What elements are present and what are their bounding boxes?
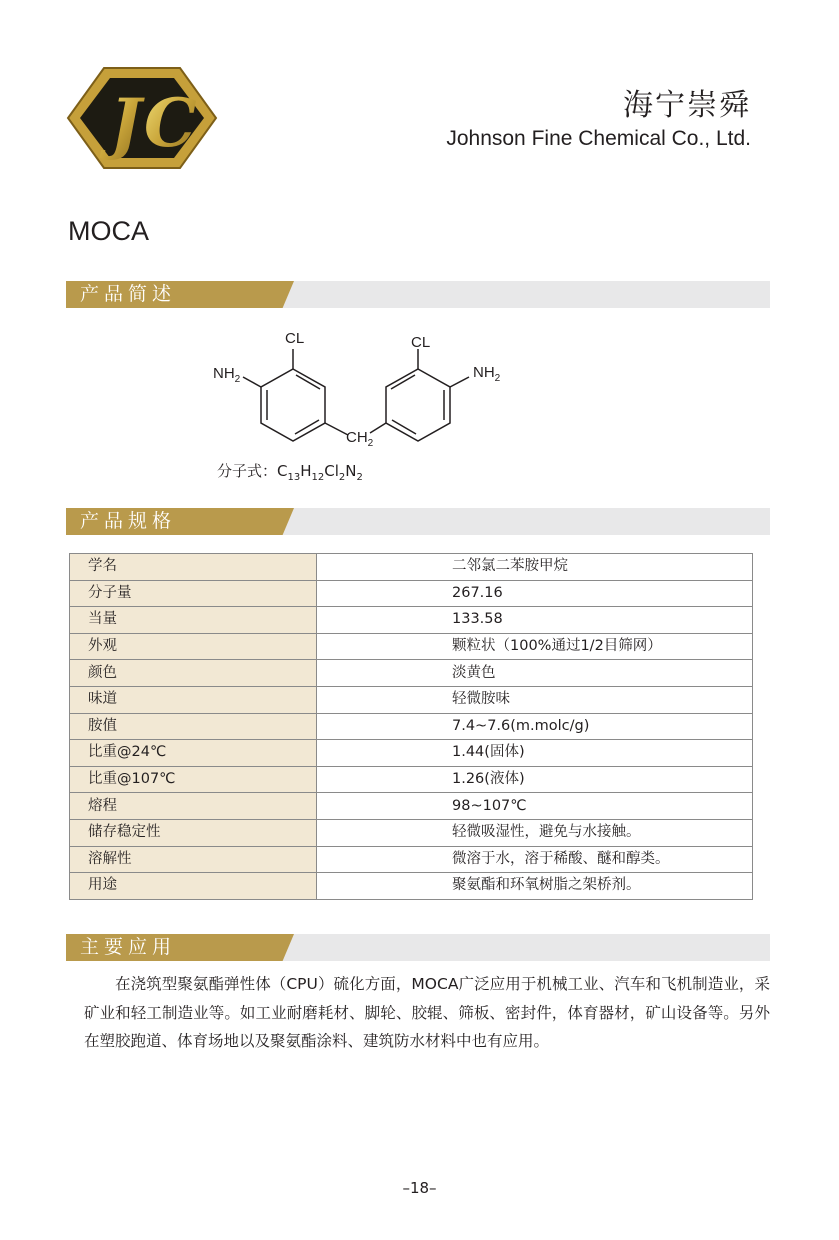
spec-key: 溶解性	[70, 846, 317, 873]
spec-key: 比重@24℃	[70, 740, 317, 767]
table-row	[70, 819, 753, 846]
table-row	[70, 660, 753, 687]
spec-key: 外观	[70, 633, 317, 660]
spec-value: 1.26(液体)	[317, 766, 753, 793]
table-row	[70, 873, 753, 900]
spec-value: 133.58	[317, 607, 753, 634]
table-row	[70, 740, 753, 767]
spec-key: 学名	[70, 554, 317, 581]
spec-value: 轻微胺味	[317, 686, 753, 713]
section-header-applications	[66, 934, 770, 961]
spec-key: 颜色	[70, 660, 317, 687]
product-title: MOCA	[68, 216, 149, 246]
section-title: 主要应用	[80, 936, 177, 958]
spec-value: 聚氨酯和环氧树脂之架桥剂。	[317, 873, 753, 900]
table-row	[70, 607, 753, 634]
spec-key: 用途	[70, 873, 317, 900]
section-header-specs	[66, 508, 770, 535]
table-row	[70, 686, 753, 713]
spec-value: 颗粒状（100%通过1/2目筛网）	[317, 633, 753, 660]
spec-key: 比重@107℃	[70, 766, 317, 793]
jc-hexagon-logo-icon	[66, 66, 218, 170]
section-title: 产品规格	[80, 510, 177, 532]
right-chlorine-label: CL	[411, 334, 431, 351]
spec-key: 储存稳定性	[70, 819, 317, 846]
spec-value: 微溶于水，溶于稀酸、醚和醇类。	[317, 846, 753, 873]
spec-value: 267.16	[317, 580, 753, 607]
table-row	[70, 846, 753, 873]
left-amine-label: $NH_2$	[213, 365, 241, 385]
spec-value: 98~107℃	[317, 793, 753, 820]
right-amine-label: $NH_2$	[473, 364, 501, 384]
spec-table	[69, 553, 753, 900]
table-row	[70, 633, 753, 660]
applications-paragraph: 在浇筑型聚氨酯弹性体（CPU）硫化方面，MOCA广泛应用于机械工业、汽车和飞机制造业，采矿业和轻工制造业等。如工业耐磨耗材、脚轮、胶辊、筛板、密封件，体育器材，矿山设备等。另外在塑胶跑道、体育场地以及聚氨酯涂料、建筑防水材料中也有应用。	[84, 975, 770, 1050]
spec-key: 味道	[70, 686, 317, 713]
table-row	[70, 554, 753, 581]
company-name-en: Johnson Fine Chemical Co., Ltd.	[446, 127, 751, 150]
spec-value: 1.44(固体)	[317, 740, 753, 767]
left-chlorine-label: CL	[285, 330, 305, 347]
table-row	[70, 713, 753, 740]
svg-text:J: J	[110, 84, 142, 162]
spec-key: 胺值	[70, 713, 317, 740]
spec-value: 二邻氯二苯胺甲烷	[317, 554, 753, 581]
spec-value: 7.4~7.6(m.molc/g)	[317, 713, 753, 740]
spec-value: 轻微吸湿性，避免与水接触。	[317, 819, 753, 846]
page-number: –18–	[402, 1179, 437, 1197]
methylene-label: $CH_2$	[346, 429, 374, 449]
company-name-cn: 海宁崇舜	[623, 88, 751, 123]
section-header-overview	[66, 281, 770, 308]
section-title: 产品简述	[80, 283, 177, 305]
table-row	[70, 793, 753, 820]
table-row	[70, 580, 753, 607]
molecular-formula: 分子式：$C_{13}H_{12}Cl_2N_2$	[217, 462, 363, 483]
table-row	[70, 766, 753, 793]
spec-key: 熔程	[70, 793, 317, 820]
spec-value: 淡黄色	[317, 660, 753, 687]
formula-label: 分子式：	[217, 462, 278, 480]
spec-key: 分子量	[70, 580, 317, 607]
svg-text:C: C	[144, 84, 197, 162]
spec-key: 当量	[70, 607, 317, 634]
